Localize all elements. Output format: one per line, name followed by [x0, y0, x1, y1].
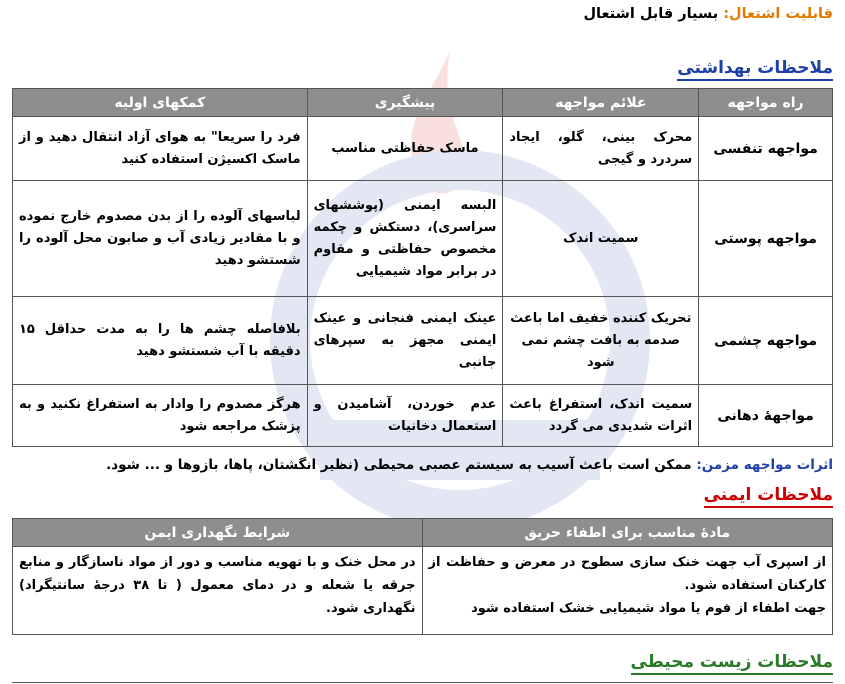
safety-table — [12, 518, 833, 635]
extinguishing-cell — [422, 547, 832, 635]
route-cell: مواجههٔ دهانی — [699, 385, 833, 447]
route-cell: مواجهه تنفسی — [699, 117, 833, 181]
header-symptoms: علائم مواجهه — [503, 89, 699, 117]
header-first-aid: کمکهای اولیه — [13, 89, 308, 117]
symptoms-cell: تحریک کننده خفیف اما باعث صدمه به بافت چشم نمی شود — [503, 297, 699, 385]
chronic-effects — [12, 455, 833, 475]
prevention-cell: عینک ایمنی فنجانی و عینک ایمنی مجهز به سپرهای جانبی — [307, 297, 503, 385]
chronic-label: اثرات مواجهه مزمن: — [696, 457, 833, 473]
first-aid-cell: هرگز مصدوم را وادار به استفراغ نکنید و به پزشک مراجعه شود — [13, 385, 308, 447]
prevention-cell: البسه ایمنی (پوششهای سراسری)، دستکش و چکمه مخصوص حفاظتی و مقاوم در برابر مواد شیمیایی — [307, 181, 503, 297]
flammability-value: بسیار قابل اشتعال — [583, 6, 719, 22]
extinguishing-line: جهت اطفاء از فوم یا مواد شیمیایی خشک استفاده شود — [471, 601, 826, 616]
route-cell: مواجهه چشمی — [699, 297, 833, 385]
symptoms-cell: محرک بینی، گلو، ایجاد سردرد و گیجی — [503, 117, 699, 181]
first-aid-cell: بلافاصله چشم ها را به مدت حداقل ۱۵ دقیقه با آب شستشو دهید — [13, 297, 308, 385]
symptoms-cell: سمیت اندک، استفراغ باعث اثرات شدیدی می گردد — [503, 385, 699, 447]
health-section-title: ملاحظات بهداشتی — [677, 58, 833, 81]
route-cell: مواجهه پوستی — [699, 181, 833, 297]
extinguishing-line: از اسپری آب جهت خنک سازی سطوح در معرض و حفاظت از کارکنان استفاده شود. — [428, 555, 826, 593]
safety-header-row — [13, 519, 833, 547]
safety-section-title: ملاحظات ایمنی — [704, 485, 833, 508]
table-row — [13, 547, 833, 635]
header-storage: شرایط نگهداری ایمن — [13, 519, 423, 547]
table-row — [13, 181, 833, 297]
header-route: راه مواجهه — [699, 89, 833, 117]
header-prevention: پیشگیری — [307, 89, 503, 117]
prevention-cell: عدم خوردن، آشامیدن و استعمال دخانیات — [307, 385, 503, 447]
storage-cell: در محل خنک و با تهویه مناسب و دور از مواد ناسازگار و منابع جرقه یا شعله و در دمای معمول ( تا ۳۸ درجهٔ سانتیگراد) نگهداری شود. — [13, 547, 423, 635]
header-extinguishing: مادهٔ مناسب برای اطفاء حریق — [422, 519, 832, 547]
first-aid-cell: فرد را سریعا" به هوای آزاد انتقال دهید و از ماسک اکسیژن استفاده کنید — [13, 117, 308, 181]
table-row — [13, 297, 833, 385]
table-row — [13, 117, 833, 181]
flammability-label: قابلیت اشتعال: — [723, 6, 833, 22]
table-row — [13, 385, 833, 447]
symptoms-cell: سمیت اندک — [503, 181, 699, 297]
health-header-row — [13, 89, 833, 117]
environment-section-title: ملاحظات زیست محیطی — [631, 652, 834, 675]
flammability-line — [583, 6, 833, 22]
chronic-text: ممکن است باعث آسیب به سیستم عصبی محیطی (نظیر انگشتان، پاها، بازوها و ... شود. — [106, 457, 692, 473]
health-table — [12, 88, 833, 447]
prevention-cell: ماسک حفاظتی مناسب — [307, 117, 503, 181]
first-aid-cell: لباسهای آلوده را از بدن مصدوم خارج نموده و با مقادیر زیادی آب و صابون محل آلوده را شستشو دهید — [13, 181, 308, 297]
